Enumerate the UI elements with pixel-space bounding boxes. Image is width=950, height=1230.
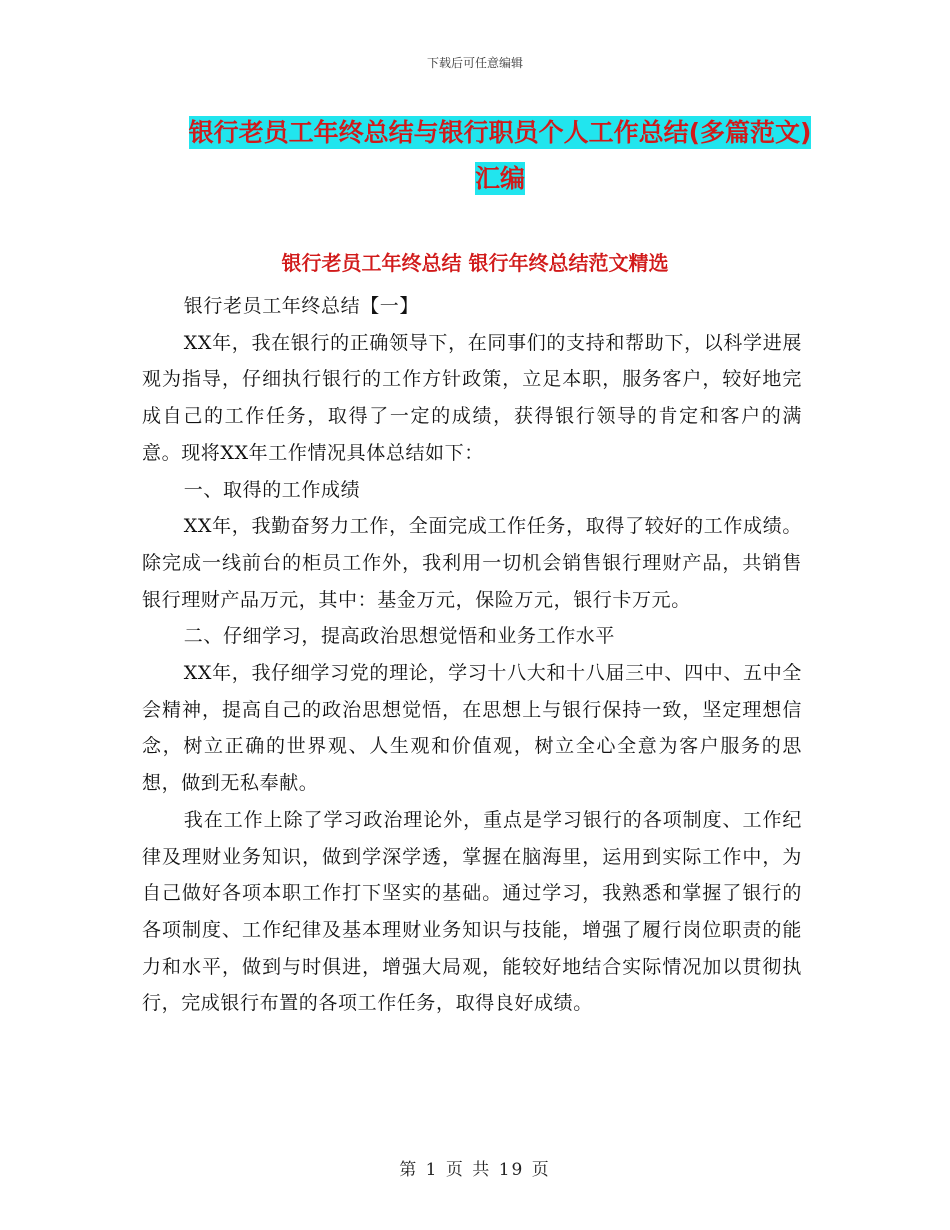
body-paragraph: XX年，我勤奋努力工作，全面完成工作任务，取得了较好的工作成绩。除完成一线前台的柜员工作外，我利用一切机会销售银行理财产品，共销售银行理财产品万元，其中：基金万元，保险万元，银行卡万元。: [142, 515, 802, 611]
body-paragraph: XX年，我仔细学习党的理论，学习十八大和十八届三中、四中、五中全会精神，提高自己的政治思想觉悟，在思想上与银行保持一致，坚定理想信念，树立正确的世界观、人生观和价值观，树立全心全意为客户服务的思想，做到无私奉献。: [142, 662, 802, 795]
document-subtitle: 银行老员工年终总结 银行年终总结范文精选: [281, 251, 669, 275]
document-title: [180, 110, 820, 202]
body-paragraph: XX年，我在银行的正确领导下，在同事们的支持和帮助下，以科学进展观为指导，仔细执行银行的工作方针政策，立足本职，服务客户，较好地完成自己的工作任务，取得了一定的成绩，获得银行领导的肯定和客户的满意。现将XX年工作情况具体总结如下：: [142, 331, 802, 464]
section-heading: 二、仔细学习，提高政治思想觉悟和业务工作水平: [183, 625, 615, 648]
header-note: 下载后可任意编辑: [426, 56, 523, 70]
document-title-text: 银行老员工年终总结与银行职员个人工作总结(多篇范文)汇编: [188, 118, 812, 193]
section-heading: 一、取得的工作成绩: [183, 478, 361, 501]
section-heading: 银行老员工年终总结【一】: [183, 295, 419, 317]
document-body: [142, 288, 802, 1022]
page-footer: 第 1 页 共 19 页: [399, 1160, 551, 1180]
body-paragraph: 我在工作上除了学习政治理论外，重点是学习银行的各项制度、工作纪律及理财业务知识，做到学深学透，掌握在脑海里，运用到实际工作中，为自己做好各项本职工作打下坚实的基础。通过学习，我熟悉和掌握了银行的各项制度、工作纪律及基本理财业务知识与技能，增强了履行岗位职责的能力和水平，做到与时俱进，增强大局观，能较好地结合实际情况加以贯彻执行，完成银行布置的各项工作任务，取得良好成绩。: [142, 808, 802, 1015]
